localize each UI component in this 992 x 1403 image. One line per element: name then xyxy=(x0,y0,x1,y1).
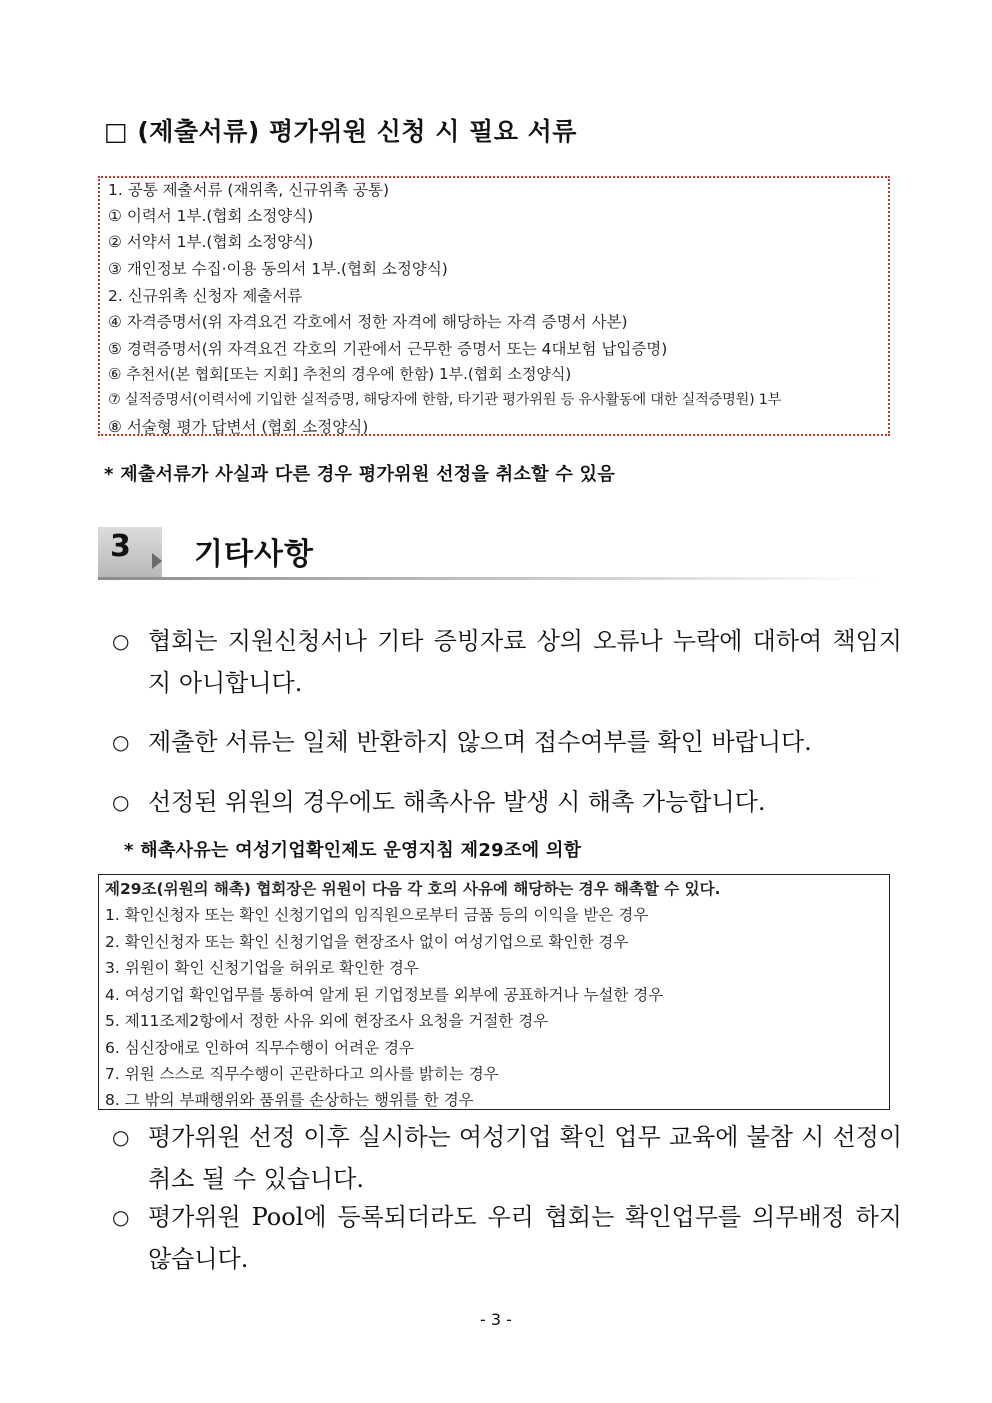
document-item: ⑤ 경력증명서(위 자격요건 각호의 기관에서 근무한 증명서 또는 4대보험 납입증명) xyxy=(108,340,668,358)
article-item: 8. 그 밖의 부패행위와 품위를 손상하는 행위를 한 경우 xyxy=(105,1091,474,1109)
bullet-circle-icon: ○ xyxy=(112,1125,130,1149)
section-underline xyxy=(98,577,878,580)
bullet-item xyxy=(112,620,902,704)
article-item: 7. 위원 스스로 직무수행이 곤란하다고 의사를 밝히는 경우 xyxy=(105,1065,499,1083)
section-number: 3 xyxy=(110,529,131,564)
article-item: 4. 여성기업 확인업무를 통하여 알게 된 기업정보를 외부에 공표하거나 누설한 경우 xyxy=(105,986,664,1004)
bullet-circle-icon: ○ xyxy=(112,629,130,653)
section-title: 기타사항 xyxy=(194,537,314,572)
badge-triangle-icon xyxy=(152,553,162,569)
document-item: 2. 신규위촉 신청자 제출서류 xyxy=(108,287,303,305)
document-item: ③ 개인정보 수집·이용 동의서 1부.(협회 소정양식) xyxy=(108,260,448,278)
submission-warning-note: * 제출서류가 사실과 다른 경우 평가위원 선정을 취소할 수 있음 xyxy=(104,464,616,485)
article-item: 5. 제11조제2항에서 정한 사유 외에 현장조사 요청을 거절한 경우 xyxy=(105,1012,549,1030)
article-item: 1. 확인신청자 또는 확인 신청기업의 임직원으로부터 금품 등의 이익을 받은 경우 xyxy=(105,906,649,924)
bullet-circle-icon: ○ xyxy=(112,730,130,754)
bullet-item xyxy=(112,1196,902,1280)
article-29-box xyxy=(98,874,890,1110)
article-item: 6. 심신장애로 인하여 직무수행이 어려운 경우 xyxy=(105,1039,414,1057)
document-item: ④ 자격증명서(위 자격요건 각호에서 정한 자격에 해당하는 자격 증명서 사본) xyxy=(108,313,628,331)
submission-section-title: □ (제출서류) 평가위원 신청 시 필요 서류 xyxy=(104,117,577,146)
document-item: ⑧ 서술형 평가 답변서 (협회 소정양식) xyxy=(108,418,369,436)
document-item: 1. 공통 제출서류 (재위촉, 신규위촉 공통) xyxy=(108,181,390,199)
section-3-header xyxy=(98,525,878,581)
document-item: ⑦ 실적증명서(이력서에 기입한 실적증명, 해당자에 한함, 타기관 평가위원 등 유사활동에 대한 실적증명원) 1부 xyxy=(108,392,782,408)
document-item: ① 이력서 1부.(협회 소정양식) xyxy=(108,207,314,225)
bullet-item xyxy=(112,721,902,763)
bullet-text: 평가위원 선정 이후 실시하는 여성기업 확인 업무 교육에 불참 시 선정이 취소 될 수 있습니다. xyxy=(148,1123,902,1193)
document-item: ⑥ 추천서(본 협회[또는 지회] 추천의 경우에 한함) 1부.(협회 소정양식) xyxy=(108,365,572,383)
bullet-circle-icon: ○ xyxy=(112,790,130,814)
required-documents-box xyxy=(98,176,890,436)
bullet-text: 제출한 서류는 일체 반환하지 않으며 접수여부를 확인 바랍니다. xyxy=(148,728,812,756)
article-item: 2. 확인신청자 또는 확인 신청기업을 현장조사 없이 여성기업으로 확인한 경우 xyxy=(105,933,629,951)
article-heading: 제29조(위원의 해촉) 협회장은 위원이 다음 각 호의 사유에 해당하는 경우 해촉할 수 있다. xyxy=(105,880,721,898)
article-item: 3. 위원이 확인 신청기업을 허위로 확인한 경우 xyxy=(105,959,419,977)
page-number: - 3 - xyxy=(480,1310,512,1329)
bullet-text: 평가위원 Pool에 등록되더라도 우리 협회는 확인업무를 의무배정 하지 않습니다. xyxy=(148,1203,902,1273)
dismissal-reason-note: * 해촉사유는 여성기업확인제도 운영지침 제29조에 의함 xyxy=(124,840,582,861)
bullet-circle-icon: ○ xyxy=(112,1205,130,1229)
bullet-text: 선정된 위원의 경우에도 해촉사유 발생 시 해촉 가능합니다. xyxy=(148,788,766,816)
document-item: ② 서약서 1부.(협회 소정양식) xyxy=(108,233,314,251)
bullet-item xyxy=(112,781,902,823)
bullet-item xyxy=(112,1116,902,1200)
bullet-text: 협회는 지원신청서나 기타 증빙자료 상의 오류나 누락에 대하여 책임지지 아니합니다. xyxy=(148,627,902,697)
